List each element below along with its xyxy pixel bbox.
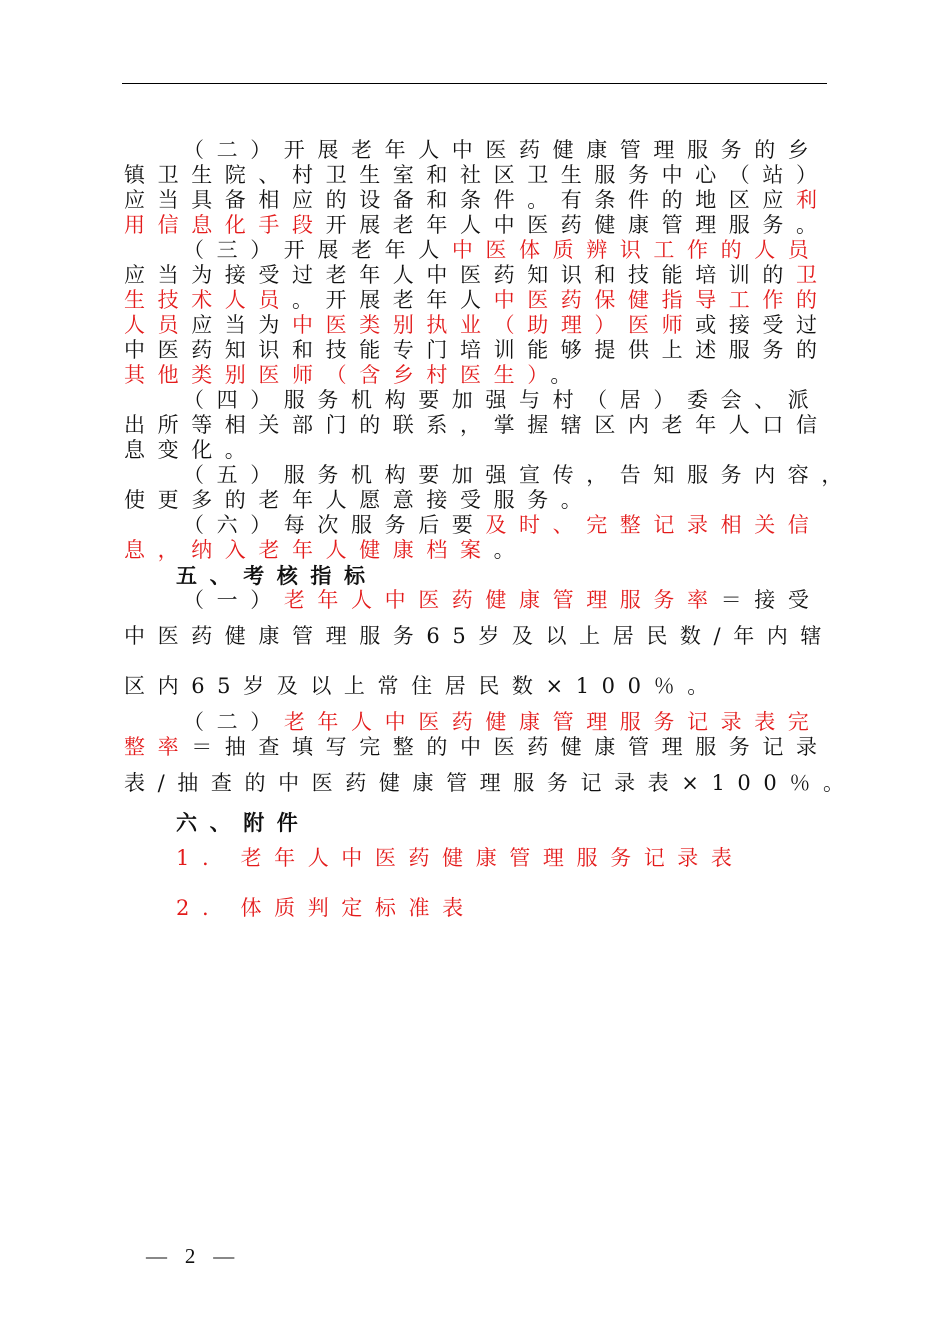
text-line: （三）开展老年人中医体质辨识工作的人员 xyxy=(183,238,822,262)
header-rule xyxy=(122,83,827,84)
text-line: （二）老年人中医药健康管理服务记录表完 xyxy=(183,710,822,734)
section-heading: 六、附件 xyxy=(176,810,311,835)
text-line: 使更多的老年人愿意接受服务。 xyxy=(124,488,595,512)
text-line: （五）服务机构要加强宣传，告知服务内容， xyxy=(183,463,855,487)
text-line: 整率＝抽查填写完整的中医药健康管理服务记录 xyxy=(124,735,830,759)
text-line: 应当具备相应的设备和条件。有条件的地区应利 xyxy=(124,188,830,212)
text-line: （六）每次服务后要及时、完整记录相关信 xyxy=(183,513,822,537)
text-line: 息变化。 xyxy=(124,438,259,462)
text-line: 应当为接受过老年人中医药知识和技能培训的卫 xyxy=(124,263,830,287)
text-line: 表/抽查的中医药健康管理服务记录表×100％。 xyxy=(124,771,857,795)
text-line: （四）服务机构要加强与村（居）委会、派 xyxy=(183,388,822,412)
text-line: （一）老年人中医药健康管理服务率＝接受 xyxy=(183,588,822,612)
page-number: — 2 — xyxy=(146,1244,241,1268)
text-line: 镇卫生院、村卫生室和社区卫生服务中心（站） xyxy=(124,163,830,187)
text-line: 中医药健康管理服务65岁及以上居民数/年内辖 xyxy=(124,624,834,648)
section-heading: 五、考核指标 xyxy=(176,563,378,588)
text-line: 息，纳入老年人健康档案。 xyxy=(124,538,528,562)
attachment-item: 2. 体质判定标准表 xyxy=(176,896,476,920)
text-line: 生技术人员。开展老年人中医药保健指导工作的 xyxy=(124,288,830,312)
text-line: （二）开展老年人中医药健康管理服务的乡 xyxy=(183,138,822,162)
text-line: 中医药知识和技能专门培训能够提供上述服务的 xyxy=(124,338,830,362)
attachment-item: 1. 老年人中医药健康管理服务记录表 xyxy=(176,846,745,870)
text-line: 区内65岁及以上常住居民数×100％。 xyxy=(124,674,721,698)
text-line: 用信息化手段开展老年人中医药健康管理服务。 xyxy=(124,213,830,237)
text-line: 其他类别医师（含乡村医生）。 xyxy=(124,363,584,387)
text-line: 人员应当为中医类别执业（助理）医师或接受过 xyxy=(124,313,830,337)
text-line: 出所等相关部门的联系，掌握辖区内老年人口信 xyxy=(124,413,830,437)
